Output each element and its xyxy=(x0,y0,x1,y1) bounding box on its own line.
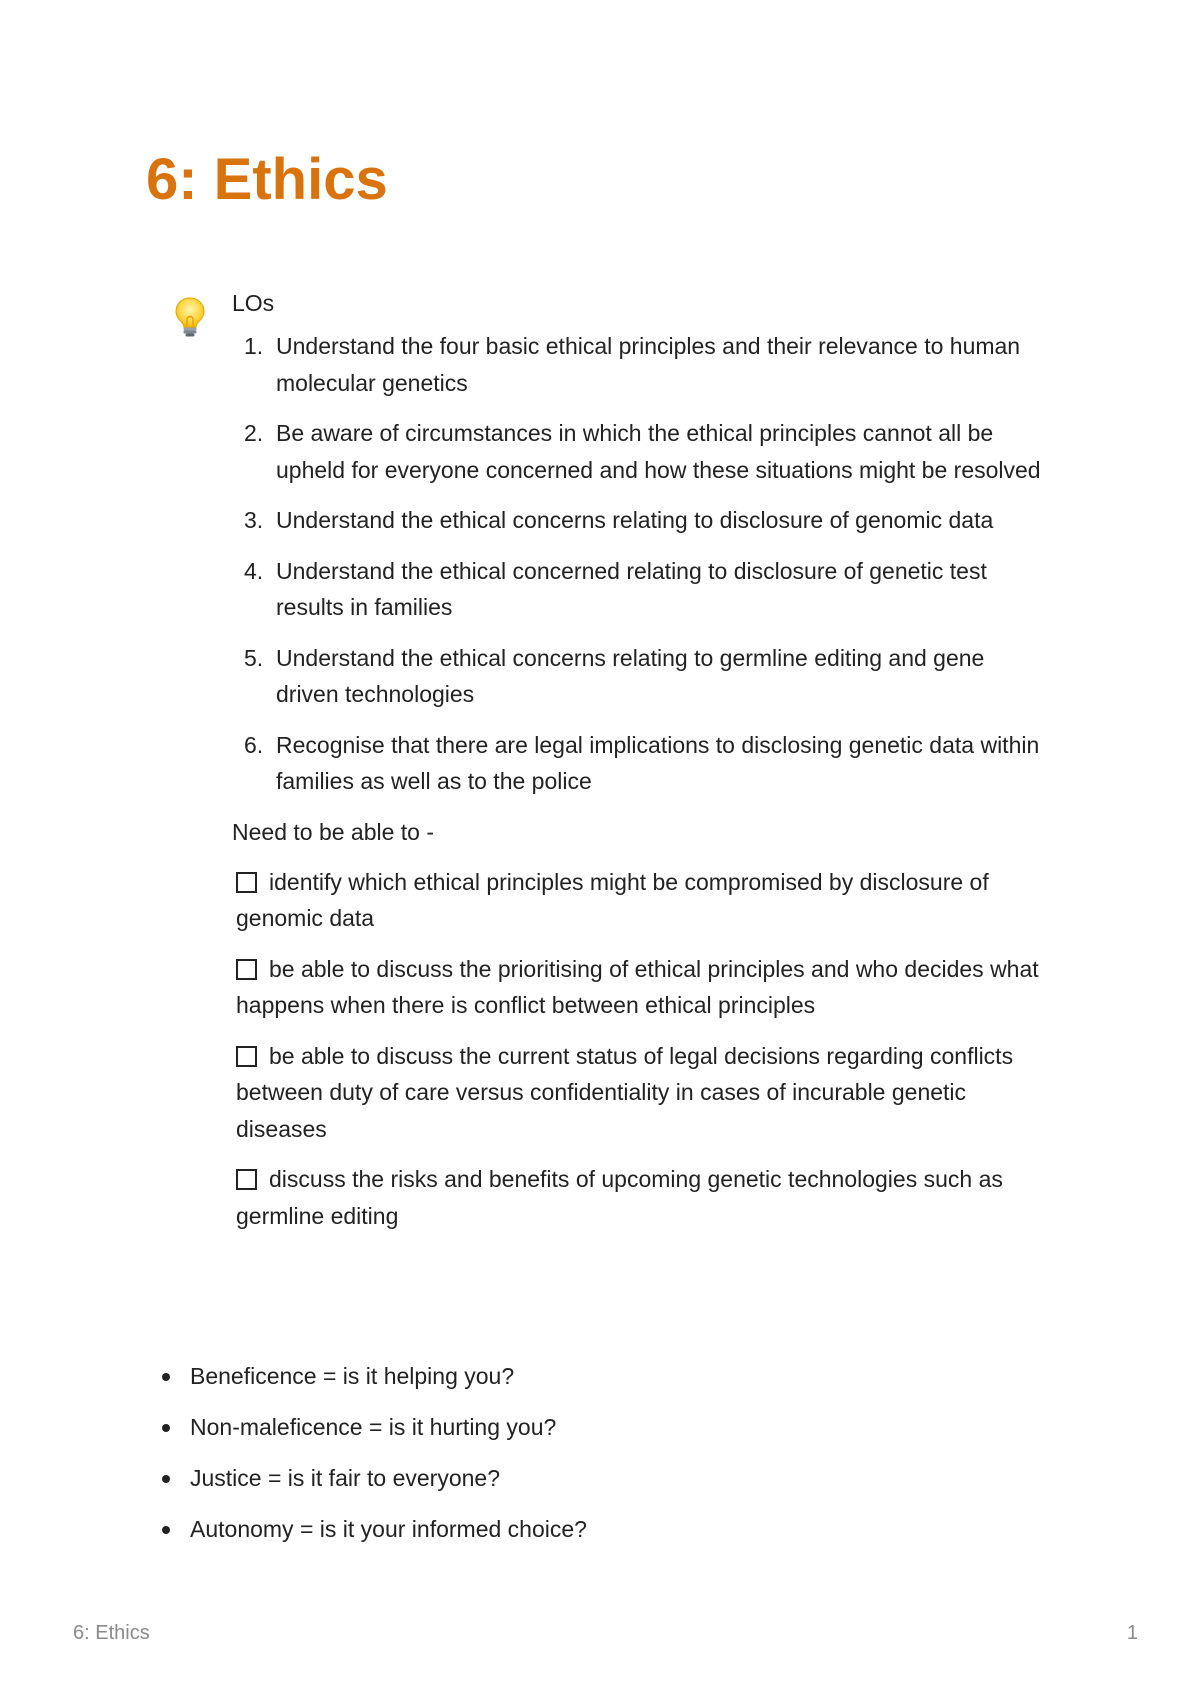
learning-objective-text: Recognise that there are legal implications to disclosing genetic data within families as well as to the police xyxy=(276,731,1040,794)
list-number: 1. xyxy=(244,333,264,359)
list-number: 4. xyxy=(244,557,264,584)
learning-objective-item xyxy=(232,727,1050,800)
todo-text: be able to discuss the current status of legal decisions regarding conflicts between duty of care versus confidentiality in cases of incurable genetic diseases xyxy=(236,1042,1014,1142)
learning-objective-item xyxy=(232,553,1050,626)
todo-checkbox[interactable] xyxy=(236,1046,257,1067)
todo-checkbox[interactable] xyxy=(236,872,257,893)
bullet-icon xyxy=(162,1373,170,1381)
principle-item xyxy=(160,1409,1060,1445)
learning-objective-item xyxy=(232,502,1050,539)
list-number: 5. xyxy=(244,644,264,671)
callout-content xyxy=(232,286,1050,1248)
todo-item xyxy=(232,951,1050,1024)
need-to-be-able-label: Need to be able to - xyxy=(232,818,435,845)
bullet-icon xyxy=(162,1526,170,1534)
todo-item xyxy=(232,1161,1050,1234)
learning-objective-text: Understand the ethical concerned relating to disclosure of genetic test results in families xyxy=(276,557,987,620)
todo-checkbox[interactable] xyxy=(236,959,257,980)
principle-item xyxy=(160,1460,1060,1496)
principle-text: Justice = is it fair to everyone? xyxy=(190,1465,501,1491)
principle-text: Beneficence = is it helping you? xyxy=(190,1363,515,1389)
learning-objective-item xyxy=(232,415,1050,488)
list-number: 6. xyxy=(244,731,264,758)
bullet-icon xyxy=(162,1475,170,1483)
lightbulb-icon xyxy=(174,296,206,338)
principle-item xyxy=(160,1358,1060,1394)
principle-text: Non-maleficence = is it hurting you? xyxy=(190,1414,557,1440)
todo-item xyxy=(232,1038,1050,1148)
callout-heading: LOs xyxy=(232,290,275,316)
list-number: 2. xyxy=(244,420,264,446)
todo-item xyxy=(232,864,1050,937)
todo-text: discuss the risks and benefits of upcoming genetic technologies such as germline editing xyxy=(236,1166,1003,1229)
todo-text: identify which ethical principles might be compromised by disclosure of genomic data xyxy=(236,868,989,931)
learning-objective-text: Understand the four basic ethical principles and their relevance to human molecular genetics xyxy=(276,333,1021,396)
learning-objectives-list xyxy=(232,328,1050,800)
bullet-icon xyxy=(162,1424,170,1432)
page-number: 1 xyxy=(1126,1622,1138,1644)
ethical-principles-list xyxy=(160,1358,1060,1562)
todo-text: be able to discuss the prioritising of ethical principles and who decides what happens when there is conflict between ethical principles xyxy=(236,955,1039,1018)
page-title: 6: Ethics xyxy=(146,147,388,212)
learning-objective-item xyxy=(232,640,1050,713)
learning-objective-item xyxy=(232,328,1050,401)
footer-title: 6: Ethics xyxy=(73,1622,150,1644)
learning-objective-text: Understand the ethical concerns relating to germline editing and gene driven technologies xyxy=(276,644,985,707)
list-number: 3. xyxy=(244,507,264,533)
learning-objective-text: Be aware of circumstances in which the ethical principles cannot all be upheld for everyone concerned and how these situations might be resolved xyxy=(276,420,1041,483)
principle-text: Autonomy = is it your informed choice? xyxy=(190,1516,587,1542)
principle-item xyxy=(160,1511,1060,1547)
todo-checkbox[interactable] xyxy=(236,1169,257,1190)
learning-objective-text: Understand the ethical concerns relating to disclosure of genomic data xyxy=(276,507,994,533)
